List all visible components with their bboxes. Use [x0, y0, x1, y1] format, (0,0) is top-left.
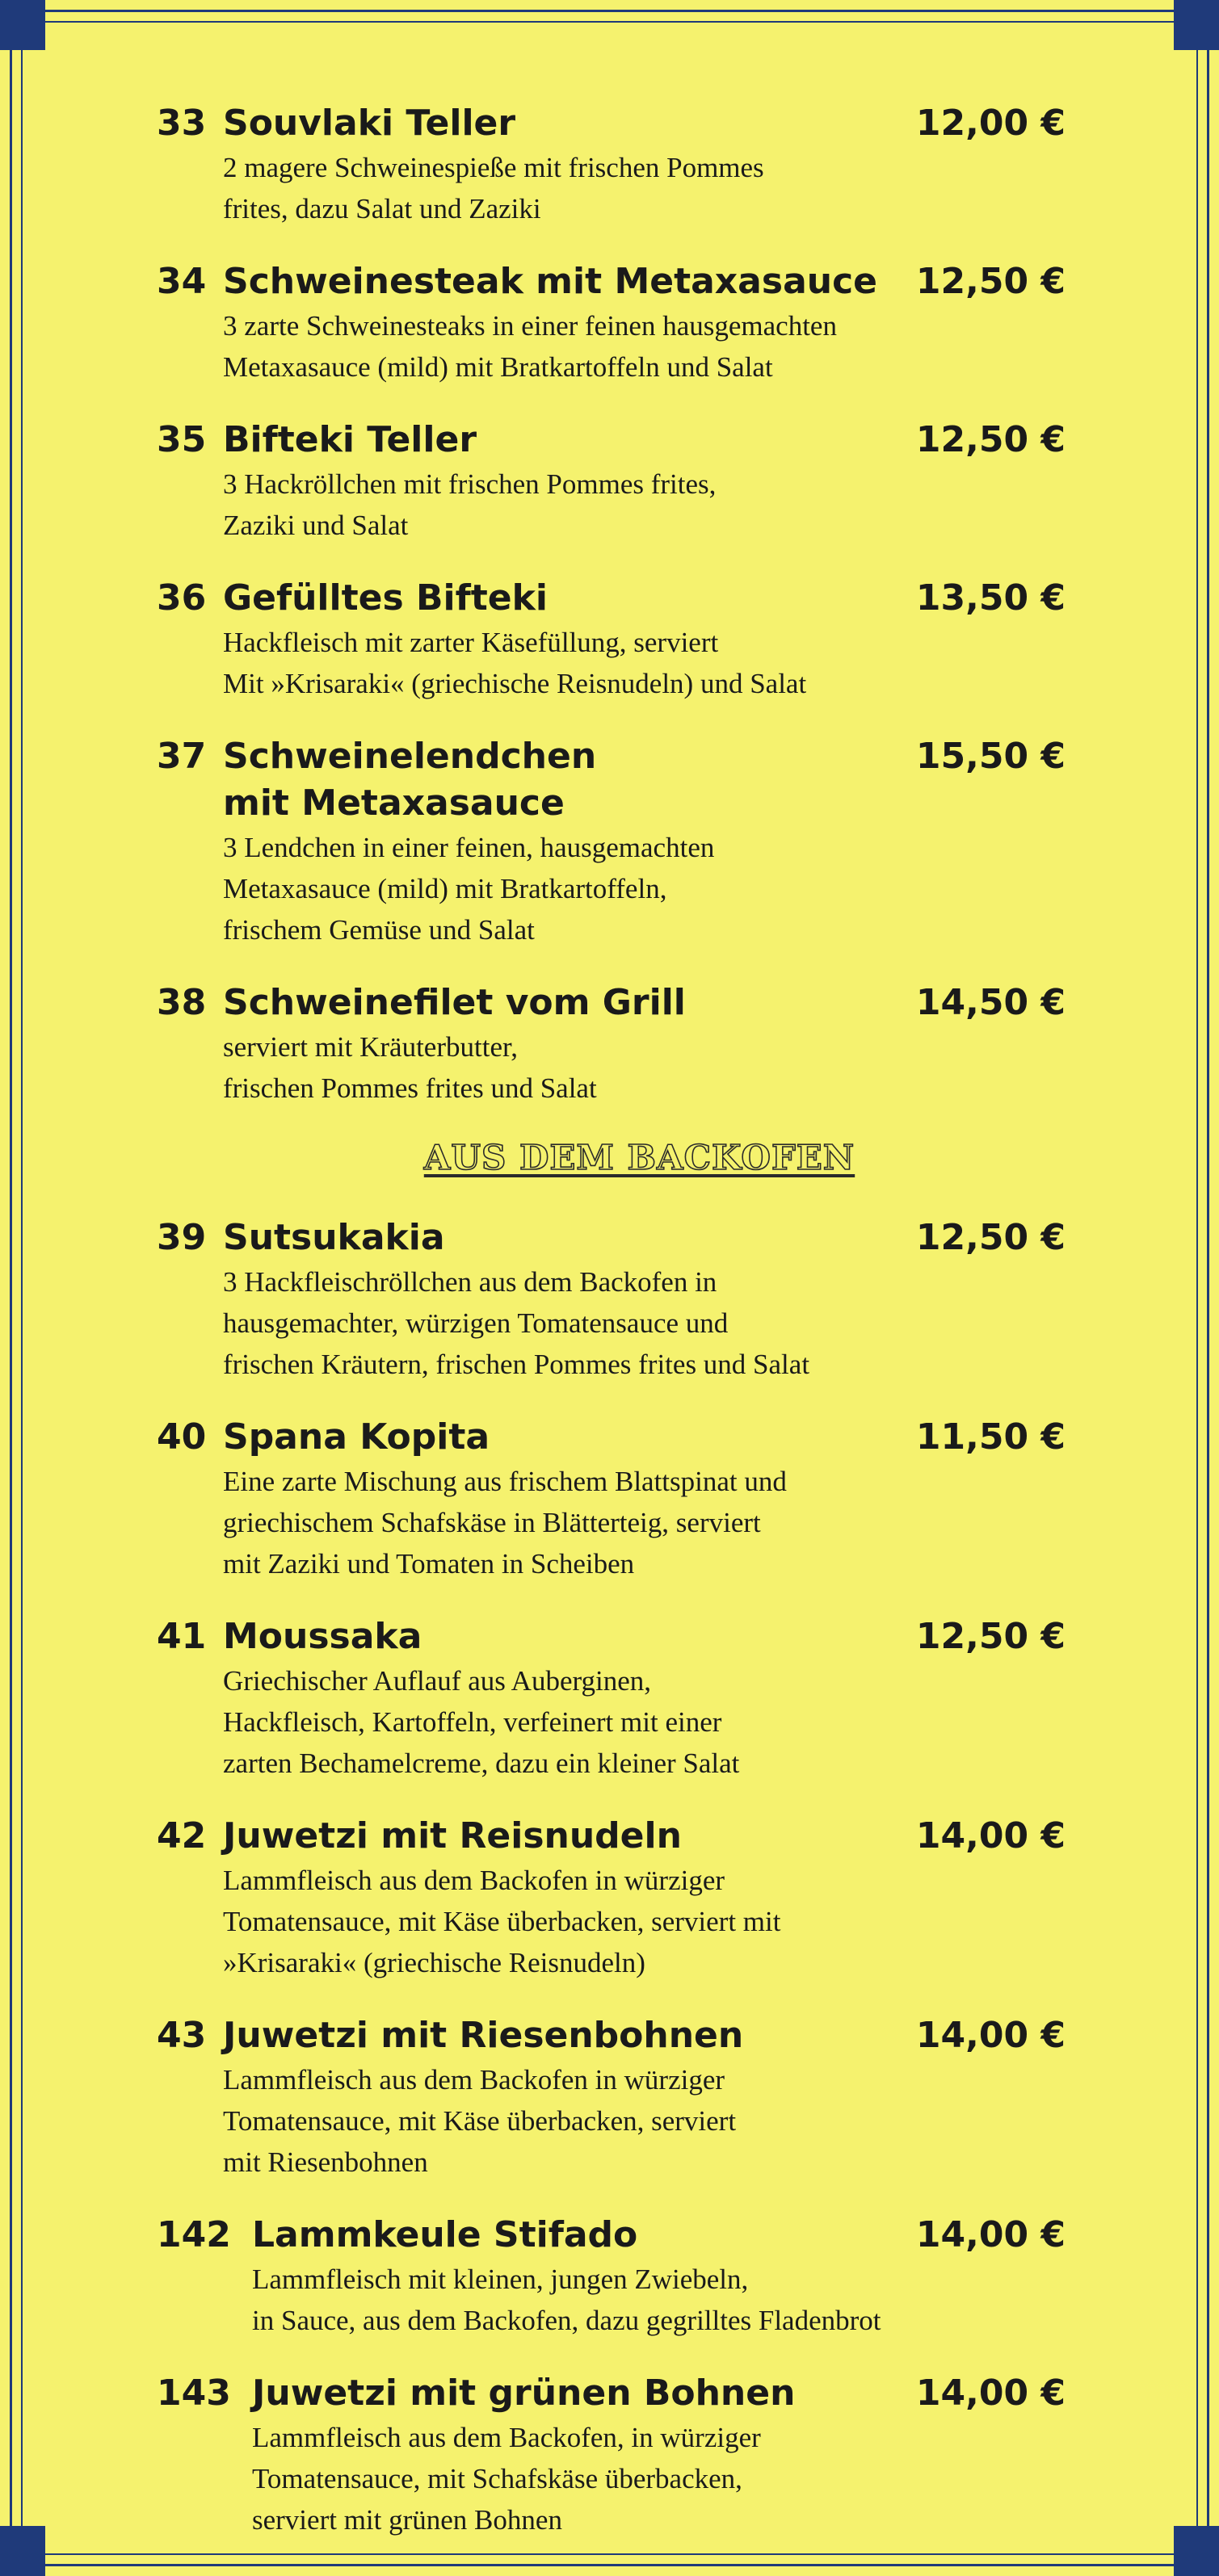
menu-item: [157, 1414, 1066, 1584]
menu-item-name: [223, 575, 910, 622]
description-line: zarten Bechamelcreme, dazu ein kleiner Salat: [223, 1747, 740, 1779]
description-line: Eine zarte Mischung aus frischem Blattspinat und: [223, 1466, 787, 1497]
menu-item: [157, 575, 1066, 704]
description-line: frites, dazu Salat und Zaziki: [223, 193, 541, 224]
description-line: Lammfleisch aus dem Backofen in würziger: [223, 1865, 725, 1896]
description-line: mit Zaziki und Tomaten in Scheiben: [223, 1548, 635, 1580]
menu-item-header: [157, 1215, 1066, 1261]
menu-content: [157, 100, 1066, 2570]
menu-item-description: [223, 1261, 1066, 1385]
menu-item-name: [223, 980, 910, 1026]
menu-item-price: 13,50 €: [915, 577, 1066, 619]
menu-item-number: 143: [157, 2373, 231, 2414]
menu-item-name-line: Juwetzi mit grünen Bohnen: [252, 2373, 796, 2414]
menu-item-name-line: Sutsukakia: [223, 1217, 445, 1258]
menu-item-number: 39: [157, 1217, 207, 1258]
menu-item: [157, 1613, 1066, 1784]
menu-item-price: 14,00 €: [915, 2373, 1066, 2414]
menu-item-description: [223, 2059, 1066, 2183]
description-line: Lammfleisch mit kleinen, jungen Zwiebeln,: [252, 2263, 749, 2295]
menu-item-description: [223, 464, 1066, 546]
menu-item-name-line: Schweinefilet vom Grill: [223, 982, 686, 1023]
description-line: Hackfleisch, Kartoffeln, verfeinert mit einer: [223, 1706, 722, 1738]
menu-item-price: 12,00 €: [915, 103, 1066, 144]
menu-item-header: [157, 980, 1066, 1026]
menu-item-header: [157, 1414, 1066, 1461]
menu-item-name-line: Juwetzi mit Riesenbohnen: [223, 2015, 744, 2056]
menu-item: [157, 100, 1066, 229]
description-line: serviert mit grünen Bohnen: [252, 2504, 562, 2536]
description-line: in Sauce, aus dem Backofen, dazu gegrilltes Fladenbrot: [252, 2305, 881, 2336]
menu-item-header: [157, 2370, 1066, 2417]
description-line: griechischem Schafskäse in Blätterteig, serviert: [223, 1507, 761, 1538]
menu-item-price: 12,50 €: [915, 1616, 1066, 1657]
menu-item-name-line: Moussaka: [223, 1616, 422, 1657]
menu-item-description: [223, 1026, 1066, 1109]
menu-item-name: [223, 1613, 910, 1660]
menu-item-price: 14,00 €: [915, 2015, 1066, 2056]
corner-ornament: [0, 0, 45, 50]
menu-item-name: [223, 733, 910, 827]
description-line: »Krisaraki« (griechische Reisnudeln): [223, 1947, 645, 1978]
description-line: 2 magere Schweinespieße mit frischen Pommes: [223, 152, 764, 183]
menu-item-header: [157, 258, 1066, 305]
menu-item-header: [157, 2212, 1066, 2259]
menu-item: [157, 1813, 1066, 1983]
description-line: Zaziki und Salat: [223, 510, 409, 541]
menu-item: [157, 417, 1066, 546]
description-line: frischem Gemüse und Salat: [223, 914, 535, 946]
description-line: 3 Hackröllchen mit frischen Pommes frites,: [223, 468, 717, 500]
description-line: Lammfleisch aus dem Backofen in würziger: [223, 2064, 725, 2096]
menu-item-description: [223, 147, 1066, 229]
menu-item-name-line: Schweinesteak mit Metaxasauce: [223, 261, 878, 302]
menu-item-price: 15,50 €: [915, 736, 1066, 777]
menu-item-name-line: Souvlaki Teller: [223, 103, 516, 144]
menu-item-description: [223, 305, 1066, 388]
description-line: Griechischer Auflauf aus Auberginen,: [223, 1665, 652, 1697]
menu-item-name: [223, 258, 910, 305]
menu-item-number: 34: [157, 261, 207, 302]
description-line: Metaxasauce (mild) mit Bratkartoffeln,: [223, 873, 667, 904]
corner-ornament: [1174, 2526, 1219, 2576]
menu-item-number: 35: [157, 419, 207, 460]
menu-item-number: 33: [157, 103, 207, 144]
menu-item-number: 142: [157, 2214, 231, 2255]
menu-item-number: 37: [157, 736, 207, 777]
menu-item-description: [223, 1660, 1066, 1784]
menu-item: [157, 2012, 1066, 2183]
menu-item-name: [223, 2012, 910, 2059]
menu-item-name-line: Lammkeule Stifado: [252, 2214, 638, 2255]
menu-item-description: [223, 827, 1066, 950]
menu-item: [157, 733, 1066, 950]
menu-item: [157, 2212, 1066, 2341]
menu-list-backofen: [157, 1215, 1066, 2540]
description-line: 3 Hackfleischröllchen aus dem Backofen in: [223, 1266, 717, 1298]
menu-item-price: 14,50 €: [915, 982, 1066, 1023]
menu-item-number: 42: [157, 1815, 207, 1856]
description-line: Mit »Krisaraki« (griechische Reisnudeln) und Salat: [223, 668, 807, 699]
menu-item-description: [252, 2259, 1066, 2341]
menu-item-header: [157, 1813, 1066, 1860]
menu-item: [157, 258, 1066, 388]
menu-item-name-line: Schweinelendchen: [223, 736, 597, 777]
menu-item-description: [223, 1860, 1066, 1983]
menu-item-name-line: Juwetzi mit Reisnudeln: [223, 1815, 682, 1856]
description-line: 3 zarte Schweinesteaks in einer feinen hausgemachten: [223, 310, 837, 342]
menu-item-header: [157, 2012, 1066, 2059]
description-line: Metaxasauce (mild) mit Bratkartoffeln und Salat: [223, 351, 773, 383]
description-line: frischen Pommes frites und Salat: [223, 1072, 597, 1104]
menu-item-name: [252, 2212, 910, 2259]
corner-ornament: [1174, 0, 1219, 50]
menu-item: [157, 980, 1066, 1109]
menu-item-name: [223, 417, 910, 464]
menu-item-price: 12,50 €: [915, 261, 1066, 302]
menu-item: [157, 1215, 1066, 1385]
menu-item-header: [157, 733, 1066, 827]
menu-item-number: 36: [157, 577, 207, 619]
description-line: mit Riesenbohnen: [223, 2146, 428, 2178]
menu-item-price: 14,00 €: [915, 2214, 1066, 2255]
menu-item-name-line: Bifteki Teller: [223, 419, 477, 460]
menu-item-number: 43: [157, 2015, 207, 2056]
menu-item-header: [157, 417, 1066, 464]
description-line: Lammfleisch aus dem Backofen, in würziger: [252, 2422, 761, 2453]
description-line: frischen Kräutern, frischen Pommes frites und Salat: [223, 1349, 810, 1380]
menu-item-number: 41: [157, 1616, 207, 1657]
description-line: hausgemachter, würzigen Tomatensauce und: [223, 1307, 729, 1339]
menu-item-price: 11,50 €: [915, 1416, 1066, 1458]
menu-item-name: [252, 2370, 910, 2417]
menu-item-name-line: Gefülltes Bifteki: [223, 577, 548, 619]
menu-item-name: [223, 1414, 910, 1461]
menu-item-name: [223, 100, 910, 147]
description-line: 3 Lendchen in einer feinen, hausgemachten: [223, 832, 715, 863]
menu-item-price: 12,50 €: [915, 1217, 1066, 1258]
menu-item-header: [157, 1613, 1066, 1660]
description-line: Tomatensauce, mit Käse überbacken, serviert: [223, 2105, 737, 2137]
menu-item-price: 12,50 €: [915, 419, 1066, 460]
description-line: Tomatensauce, mit Schafskäse überbacken,: [252, 2463, 742, 2494]
description-line: Tomatensauce, mit Käse überbacken, serviert mit: [223, 1906, 781, 1937]
menu-item-number: 38: [157, 982, 207, 1023]
menu-list-grill: [157, 100, 1066, 1109]
menu-item-number: 40: [157, 1416, 207, 1458]
menu-item-header: [157, 575, 1066, 622]
menu-item-name: [223, 1215, 910, 1261]
description-line: Hackfleisch mit zarter Käsefüllung, serviert: [223, 627, 719, 658]
description-line: serviert mit Kräuterbutter,: [223, 1031, 518, 1063]
menu-item-description: [252, 2417, 1066, 2540]
menu-item-description: [223, 622, 1066, 704]
section-title: AUS DEM BACKOFEN: [423, 1138, 855, 1177]
corner-ornament: [0, 2526, 45, 2576]
menu-item: [157, 2370, 1066, 2540]
menu-item-name: [223, 1813, 910, 1860]
menu-item-name-line: mit Metaxasauce: [223, 782, 565, 824]
menu-item-price: 14,00 €: [915, 1815, 1066, 1856]
menu-item-header: [157, 100, 1066, 147]
menu-item-name-line: Spana Kopita: [223, 1416, 490, 1458]
menu-item-description: [223, 1461, 1066, 1584]
